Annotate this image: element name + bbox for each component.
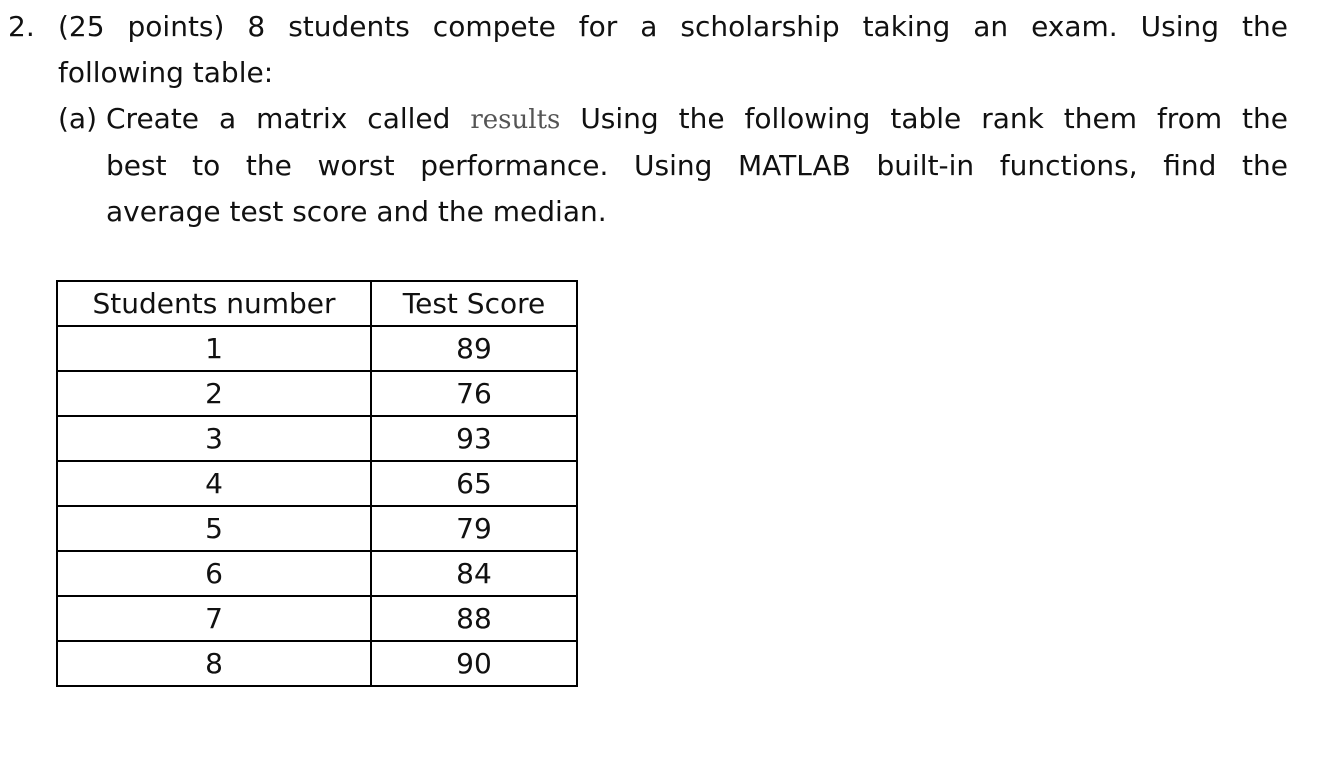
test-score-cell: 76 <box>371 371 577 416</box>
part-a-text-line-3: average test score and the median. <box>106 195 607 228</box>
student-number-cell: 3 <box>57 416 371 461</box>
test-score-cell: 65 <box>371 461 577 506</box>
header-test-score: Test Score <box>371 281 577 326</box>
question-intro: (25 points) 8 students compete for a scholarship taking an exam. Using the <box>58 10 1288 43</box>
test-score-cell: 89 <box>371 326 577 371</box>
part-a-line-1 <box>8 96 1288 143</box>
problem-statement <box>8 4 1288 235</box>
test-score-cell: 88 <box>371 596 577 641</box>
student-number-cell: 5 <box>57 506 371 551</box>
question-intro-continued: following table: <box>58 56 274 89</box>
test-score-cell: 93 <box>371 416 577 461</box>
table-row <box>57 416 577 461</box>
student-number-cell: 8 <box>57 641 371 686</box>
part-a-text-line-2: best to the worst performance. Using MATLAB built-in functions, find the <box>106 149 1288 182</box>
student-number-cell: 7 <box>57 596 371 641</box>
table-row <box>57 461 577 506</box>
header-students-number: Students number <box>57 281 371 326</box>
part-a-line-2 <box>8 143 1288 189</box>
table-row <box>57 641 577 686</box>
student-number-cell: 2 <box>57 371 371 416</box>
question-line-1 <box>8 4 1288 50</box>
table-row <box>57 371 577 416</box>
table-row <box>57 551 577 596</box>
test-score-cell: 79 <box>371 506 577 551</box>
student-number-cell: 4 <box>57 461 371 506</box>
table-row <box>57 506 577 551</box>
part-a-label: (a) <box>58 102 98 135</box>
table-header-row <box>57 281 577 326</box>
part-a-text-before: Create a matrix called <box>106 102 471 135</box>
part-a-text-after: Using the following table rank them from the <box>560 102 1289 135</box>
matrix-name-code: results <box>470 105 561 135</box>
part-a-line-3 <box>8 189 1288 235</box>
scores-table <box>56 280 578 687</box>
question-number: 2. <box>8 10 35 43</box>
table-row <box>57 596 577 641</box>
test-score-cell: 90 <box>371 641 577 686</box>
student-number-cell: 6 <box>57 551 371 596</box>
test-score-cell: 84 <box>371 551 577 596</box>
table-row <box>57 326 577 371</box>
student-number-cell: 1 <box>57 326 371 371</box>
question-line-2 <box>8 50 1288 96</box>
